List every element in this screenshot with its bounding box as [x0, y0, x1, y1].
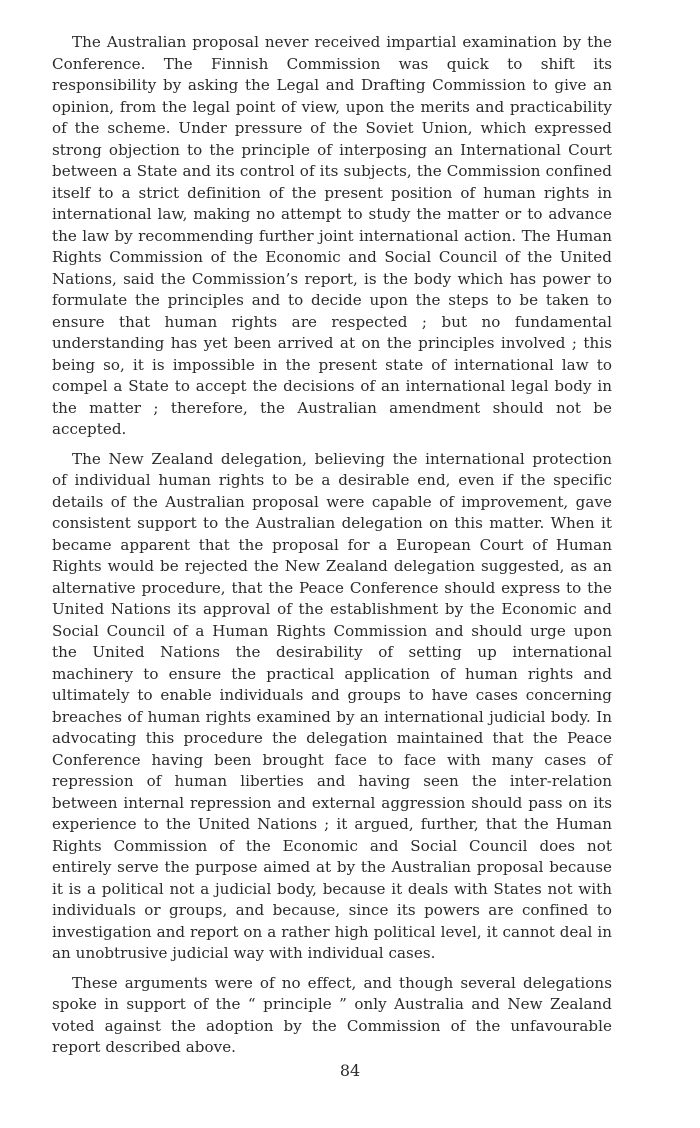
body-text	[52, 32, 612, 1059]
paragraph-australian-proposal: The Australian proposal never received impartial examination by the Conference. The Finnish Commission was quick to shift its responsibility by asking the Legal and Drafting Commission to give an opinion, from the legal point of view, upon the merits and practicability of the scheme. Under pressure of the Soviet Union, which expressed strong objection to the principle of interposing an International Court between a State and its control of its subjects, the Commission confined itself to a strict definition of the present position of human rights in international law, making no attempt to study the matter or to advance the law by recommending further joint international action. The Human Rights Commission of the Economic and Social Council of the United Nations, said the Commission’s report, is the body which has power to formulate the principles and to decide upon the steps to be taken to ensure that human rights are respected ; but no fundamental understanding has yet been arrived at on the principles involved ; this being so, it is impossible in the present state of international law to compel a State to accept the decisions of an international legal body in the matter ; therefore, the Australian amendment should not be accepted.	[52, 33, 612, 438]
paragraph-arguments-outcome: These arguments were of no effect, and though several delegations spoke in support of the “ principle ” only Australia and New Zealand voted against the adoption by the Commission of the unfavourable report described above.	[52, 973, 612, 1056]
paragraph-new-zealand-delegation: The New Zealand delegation, believing the international protection of individual human rights to be a desirable end, even if the specific details of the Australian proposal were capable of improvement, gave consistent support to the Australian delegation on this matter. When it became apparent that the proposal for a European Court of Human Rights would be rejected the New Zealand delegation suggested, as an alternative procedure, that the Peace Conference should express to the United Nations its approval of the establishment by the Economic and Social Council of a Human Rights Commission and should urge upon the United Nations the desirability of setting up international machinery to ensure the practical application of human rights and ultimately to enable individuals and groups to have cases concerning breaches of human rights examined by an international judicial body. In advocating this procedure the delegation maintained that the Peace Conference having been brought face to face with many cases of repression of human liberties and having seen the inter-relation between internal repression and external aggression should pass on its experience to the United Nations ; it argued, further, that the Human Rights Commission of the Economic and Social Council does not entirely serve the purpose aimed at by the Australian proposal because it is a political not a judicial body, because it deals with States not with individuals or groups, and because, since its powers are confined to investigation and report on a rather high political level, it cannot deal in an unobtrusive judicial way with individual cases.	[52, 449, 612, 962]
page-number: 84	[339, 1061, 361, 1080]
